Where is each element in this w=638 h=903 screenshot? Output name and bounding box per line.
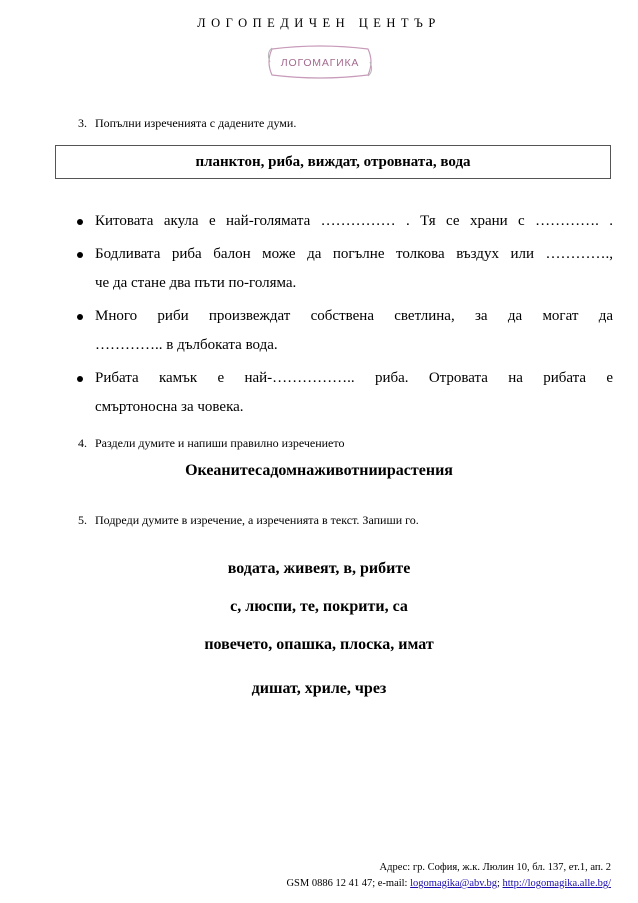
website-link[interactable]: http://logomagika.alle.bg/: [502, 878, 611, 889]
task3-number: 3.: [78, 116, 87, 130]
footer-contact: [171, 876, 611, 892]
bullet-text: Китовата акула е най-голямата …………… . Тя се храни с …………. .: [95, 213, 613, 229]
center-title: ЛОГОПЕДИЧЕН ЦЕНТЪР: [197, 16, 441, 30]
task5-instruction-text: Подреди думите в изречение, а изреченията в текст. Запиши го.: [95, 513, 419, 527]
task4-instruction-text: Раздели думите и напиши правилно изречението: [95, 436, 345, 450]
task3-instruction: [78, 116, 296, 131]
list-item: [78, 302, 613, 360]
list-item: [78, 207, 613, 236]
bullet-icon: [77, 314, 83, 320]
task3-instruction-text: Попълни изреченията с дадените думи.: [95, 116, 297, 130]
word-box: [55, 145, 611, 179]
bullet-text: Много риби произвеждат собствена светлина, за да могат да: [95, 308, 613, 324]
task5-instruction: [78, 513, 419, 528]
logo: [266, 44, 374, 80]
bullet-icon: [77, 219, 83, 225]
email-link[interactable]: logomagika@abv.bg: [410, 878, 497, 889]
footer-separator: ;: [496, 878, 503, 889]
bullet-icon: [77, 252, 83, 258]
task4-instruction: [78, 436, 344, 451]
bullet-text: Рибата камък е най-…………….. риба. Отровата на рибата е: [95, 370, 613, 386]
footer-contact-prefix: GSM 0886 12 41 47; e-mail:: [286, 878, 411, 889]
task5-line: повечето, опашка, плоска, имат: [204, 636, 434, 653]
bullet-list: [78, 207, 613, 422]
logo-text: ЛОГОМАГИКА: [280, 57, 360, 69]
task5-number: 5.: [78, 513, 87, 527]
bullet-text: смъртоносна за човека.: [95, 399, 244, 415]
word-box-text: планктон, риба, виждат, отровната, вода: [195, 154, 471, 170]
footer-address: Адрес: гр. София, ж.к. Люлин 10, бл. 137, ет.1, ап. 2: [379, 862, 611, 873]
logo-badge-icon: [266, 44, 374, 80]
bullet-text: ………….. в дълбоката вода.: [95, 337, 278, 353]
task5-line: с, люспи, те, покрити, са: [230, 598, 408, 615]
task4-sentence: Океанитесадомнаживотниирастения: [185, 462, 453, 479]
task5-line: дишат, хриле, чрез: [251, 680, 387, 697]
task4-number: 4.: [78, 436, 87, 450]
bullet-text: че да стане два пъти по-голяма.: [95, 275, 297, 291]
bullet-icon: [77, 376, 83, 382]
bullet-text: Бодливата риба балон може да погълне толкова въздух или ………….,: [95, 246, 613, 262]
list-item: [78, 240, 613, 298]
task5-line: водата, живеят, в, рибите: [227, 560, 411, 577]
list-item: [78, 364, 613, 422]
